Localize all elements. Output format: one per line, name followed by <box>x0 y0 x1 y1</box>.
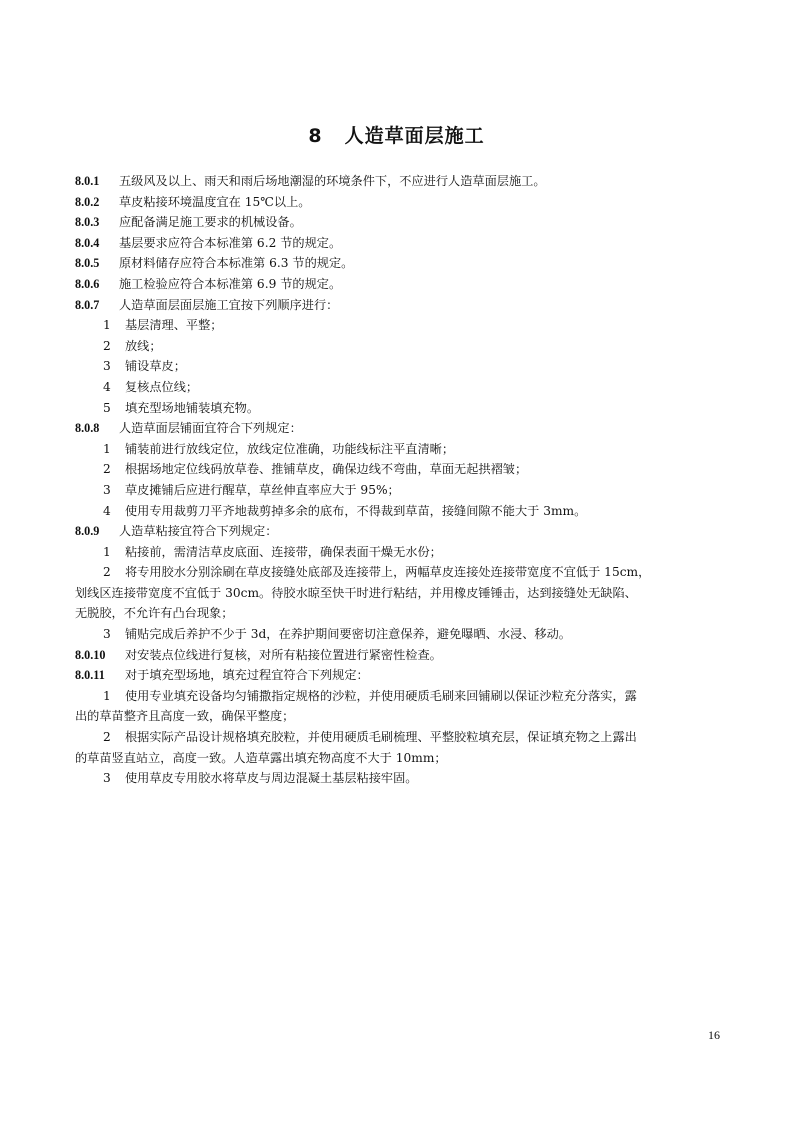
item-text: 放线； <box>125 338 162 353</box>
item-text: 基层清理、平整； <box>125 318 223 333</box>
clause-number: 8.0.10 <box>75 647 106 662</box>
list-item <box>75 727 719 748</box>
item-number: 4 <box>103 503 111 518</box>
list-item <box>75 501 719 522</box>
item-number: 3 <box>103 627 111 642</box>
item-text: 铺贴完成后养护不少于 3d，在养护期间要密切注意保养，避免曝晒、水浸、移动。 <box>125 627 571 642</box>
section-title <box>0 121 793 148</box>
clause-text: 对于填充型场地，填充过程宜符合下列规定： <box>125 668 369 683</box>
clause-number: 8.0.7 <box>75 297 100 312</box>
clause-list <box>75 171 719 789</box>
section-number: 8 <box>308 125 323 147</box>
clause-number: 8.0.9 <box>75 524 100 539</box>
clause-text: 基层要求应符合本标准第 6.2 节的规定。 <box>119 235 342 250</box>
clause-text: 人造草面层铺面宜符合下列规定： <box>119 421 302 436</box>
clause-number: 8.0.1 <box>75 174 100 188</box>
item-number: 1 <box>103 441 111 456</box>
list-item <box>75 768 719 789</box>
clause-8-0-11 <box>75 665 719 686</box>
list-item <box>75 562 719 583</box>
item-number: 1 <box>103 544 111 559</box>
list-item-continuation: 无脱胶，不允许有凸台现象； <box>75 606 234 621</box>
list-item-continuation: 的草苗竖直站立，高度一致。人造草露出填充物高度不大于 10mm； <box>75 750 447 765</box>
item-text: 铺设草皮； <box>125 359 186 374</box>
list-item <box>75 377 719 398</box>
item-number: 5 <box>103 400 111 415</box>
list-item <box>75 315 719 336</box>
clause-text: 草皮粘接环境温度宜在 15℃以上。 <box>119 194 311 209</box>
clause-number: 8.0.11 <box>75 668 105 683</box>
clause-number: 8.0.5 <box>75 256 100 271</box>
list-item <box>75 686 719 707</box>
item-number: 1 <box>103 688 111 703</box>
clause-text: 对安装点位线进行复核，对所有粘接位置进行紧密性检查。 <box>125 647 442 662</box>
clause-number: 8.0.4 <box>75 235 100 250</box>
item-number: 2 <box>103 462 111 477</box>
clause-8-0-10 <box>75 645 719 666</box>
item-number: 2 <box>103 565 111 580</box>
item-text: 将专用胶水分别涂刷在草皮接缝处底部及连接带上，两幅草皮连接处连接带宽度不宜低于 15cm， <box>125 565 651 580</box>
item-text: 使用专业填充设备均匀铺撒指定规格的沙粒，并使用硬质毛刷来回铺刷以保证沙粒充分落实，露 <box>125 688 637 703</box>
clause-text: 应配备满足施工要求的机械设备。 <box>119 215 302 230</box>
item-number: 2 <box>103 338 111 353</box>
item-text: 草皮摊铺后应进行醒草，草丝伸直率应大于 95%； <box>125 482 400 497</box>
clause-8-0-7 <box>75 295 719 316</box>
item-number: 3 <box>103 359 111 374</box>
list-item <box>75 480 719 501</box>
list-item <box>75 439 719 460</box>
item-number: 2 <box>103 730 111 745</box>
item-text: 根据实际产品设计规格填充胶粒，并使用硬质毛刷梳理、平整胶粒填充层，保证填充物之上露出 <box>125 730 637 745</box>
item-number: 3 <box>103 482 111 497</box>
clause-number: 8.0.3 <box>75 215 100 230</box>
clause-number: 8.0.6 <box>75 276 100 291</box>
item-text: 使用专用裁剪刀平齐地裁剪掉多余的底布，不得裁到草苗，接缝间隙不能大于 3mm。 <box>125 503 587 518</box>
clause-8-0-8 <box>75 418 719 439</box>
list-item-continuation: 划线区连接带宽度不宜低于 30cm。待胶水晾至快干时进行粘结，并用橡皮锤锤击，达到接缝处无缺陷、 <box>75 585 637 600</box>
item-text: 填充型场地铺装填充物。 <box>125 400 260 415</box>
clause-text: 五级风及以上、雨天和雨后场地潮湿的环境条件下，不应进行人造草面层施工。 <box>119 174 546 188</box>
list-item-continuation: 出的草苗整齐且高度一致，确保平整度； <box>75 709 295 724</box>
item-text: 使用草皮专用胶水将草皮与周边混凝土基层粘接牢固。 <box>125 771 418 786</box>
clause-number: 8.0.2 <box>75 194 100 209</box>
item-number: 3 <box>103 771 111 786</box>
clause-8-0-1 <box>75 171 719 192</box>
section-title-text: 人造草面层施工 <box>344 125 485 147</box>
clause-8-0-6 <box>75 274 719 295</box>
clause-8-0-2 <box>75 192 719 213</box>
page-number: 16 <box>708 1028 720 1042</box>
item-text: 根据场地定位线码放草卷、推铺草皮，确保边线不弯曲，草面无起拱褶皱； <box>125 462 528 477</box>
clause-8-0-3 <box>75 212 719 233</box>
clause-text: 人造草粘接宜符合下列规定： <box>119 524 278 539</box>
item-text: 复核点位线； <box>125 379 199 394</box>
item-text: 粘接前，需清洁草皮底面、连接带，确保表面干燥无水份； <box>125 544 442 559</box>
list-item <box>75 542 719 563</box>
clause-number: 8.0.8 <box>75 421 100 436</box>
list-item <box>75 624 719 645</box>
item-number: 1 <box>103 318 111 333</box>
clause-text: 人造草面层面层施工宜按下列顺序进行： <box>119 297 339 312</box>
clause-text: 施工检验应符合本标准第 6.9 节的规定。 <box>119 276 342 291</box>
item-number: 4 <box>103 379 111 394</box>
list-item <box>75 336 719 357</box>
item-text: 铺装前进行放线定位，放线定位准确，功能线标注平直清晰； <box>125 441 455 456</box>
clause-text: 原材料储存应符合本标准第 6.3 节的规定。 <box>119 256 354 271</box>
list-item <box>75 459 719 480</box>
list-item <box>75 356 719 377</box>
list-item <box>75 398 719 419</box>
clause-8-0-9 <box>75 521 719 542</box>
clause-8-0-4 <box>75 233 719 254</box>
clause-8-0-5 <box>75 253 719 274</box>
